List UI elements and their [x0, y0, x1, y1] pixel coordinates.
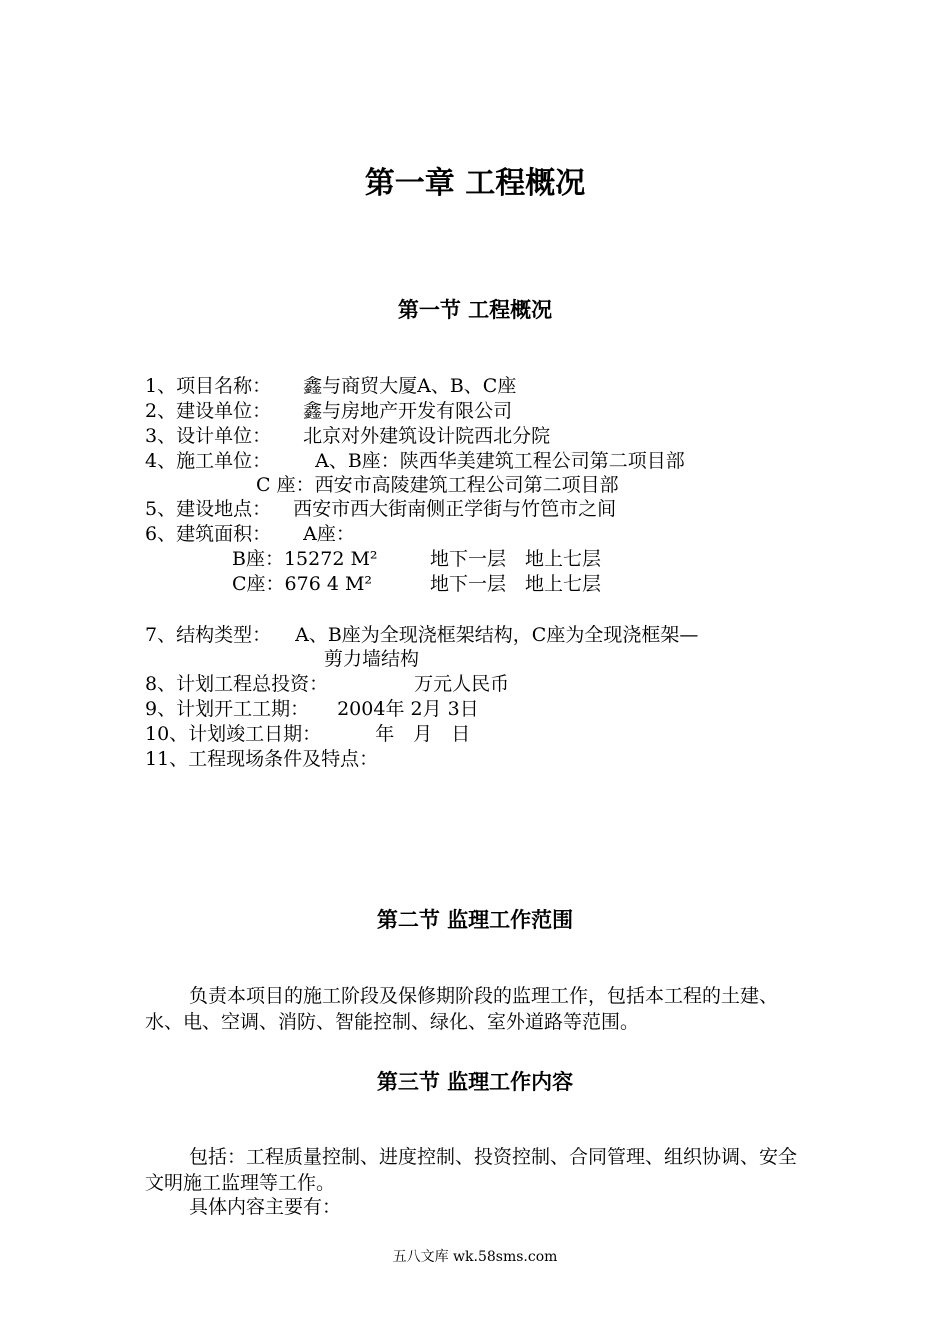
item-4-line2: C 座：西安市高陵建筑工程公司第二项目部	[256, 474, 619, 496]
item-4	[145, 449, 685, 473]
section2-title: 第二节 监理工作范围	[376, 908, 574, 932]
section3-title: 第三节 监理工作内容	[376, 1070, 574, 1094]
item-1	[145, 374, 516, 398]
item-value: A、B座为全现浇框架结构，C座为全现浇框架—	[295, 624, 699, 646]
item-label: 1、项目名称：	[145, 375, 272, 397]
item-6-c-floors: 地下一层 地上七层	[430, 573, 602, 595]
item-label: 6、建筑面积：	[145, 523, 272, 545]
item-value: 年 月 日	[375, 723, 471, 745]
item-value: 西安市西大街南侧正学街与竹笆市之间	[293, 498, 617, 520]
item-5	[145, 497, 616, 521]
section2-paragraph: 负责本项目的施工阶段及保修期阶段的监理工作，包括本工程的土建、水、电、空调、消防、智能控制、绿化、室外道路等范围。	[145, 985, 779, 1033]
footer-watermark: 五八文库 wk.58sms.com	[392, 1249, 558, 1265]
item-value: 鑫与商贸大厦A、B、C座	[303, 375, 517, 397]
item-7-line2: 剪力墙结构	[324, 648, 420, 670]
section1-title: 第一节 工程概况	[397, 298, 553, 322]
item-10	[145, 722, 470, 746]
item-label: 4、施工单位：	[145, 450, 272, 472]
item-label: 8、计划工程总投资：	[145, 673, 329, 695]
item-label: 10、计划竣工日期：	[145, 723, 322, 745]
item-11	[145, 747, 378, 771]
item-label: 5、建设地点：	[145, 498, 272, 520]
item-label: 7、结构类型：	[145, 624, 272, 646]
item-value: 万元人民币	[414, 673, 510, 695]
item-label: 9、计划开工工期：	[145, 698, 310, 720]
item-9	[145, 697, 479, 721]
section3-paragraph2: 具体内容主要有：	[189, 1196, 342, 1218]
section3-paragraph: 包括：工程质量控制、进度控制、投资控制、合同管理、组织协调、安全文明施工监理等工作。	[145, 1146, 798, 1194]
item-3	[145, 424, 550, 448]
chapter-title: 第一章 工程概况	[364, 166, 586, 201]
item-value: A、B座：陕西华美建筑工程公司第二项目部	[315, 450, 685, 472]
item-6-b-area: B座：15272 M²	[232, 548, 378, 570]
item-label: 11、工程现场条件及特点：	[145, 748, 379, 770]
item-value: A座：	[303, 523, 355, 545]
item-6	[145, 522, 355, 546]
item-label: 3、设计单位：	[145, 425, 272, 447]
item-7	[145, 623, 698, 647]
item-value: 2004年 2月 3日	[337, 698, 479, 720]
item-8	[145, 672, 509, 696]
item-6-c-area: C座：676 4 M²	[232, 573, 373, 595]
item-2	[145, 399, 512, 423]
item-value: 北京对外建筑设计院西北分院	[303, 425, 551, 447]
item-value: 鑫与房地产开发有限公司	[303, 400, 513, 422]
item-label: 2、建设单位：	[145, 400, 272, 422]
item-6-b-floors: 地下一层 地上七层	[430, 548, 602, 570]
